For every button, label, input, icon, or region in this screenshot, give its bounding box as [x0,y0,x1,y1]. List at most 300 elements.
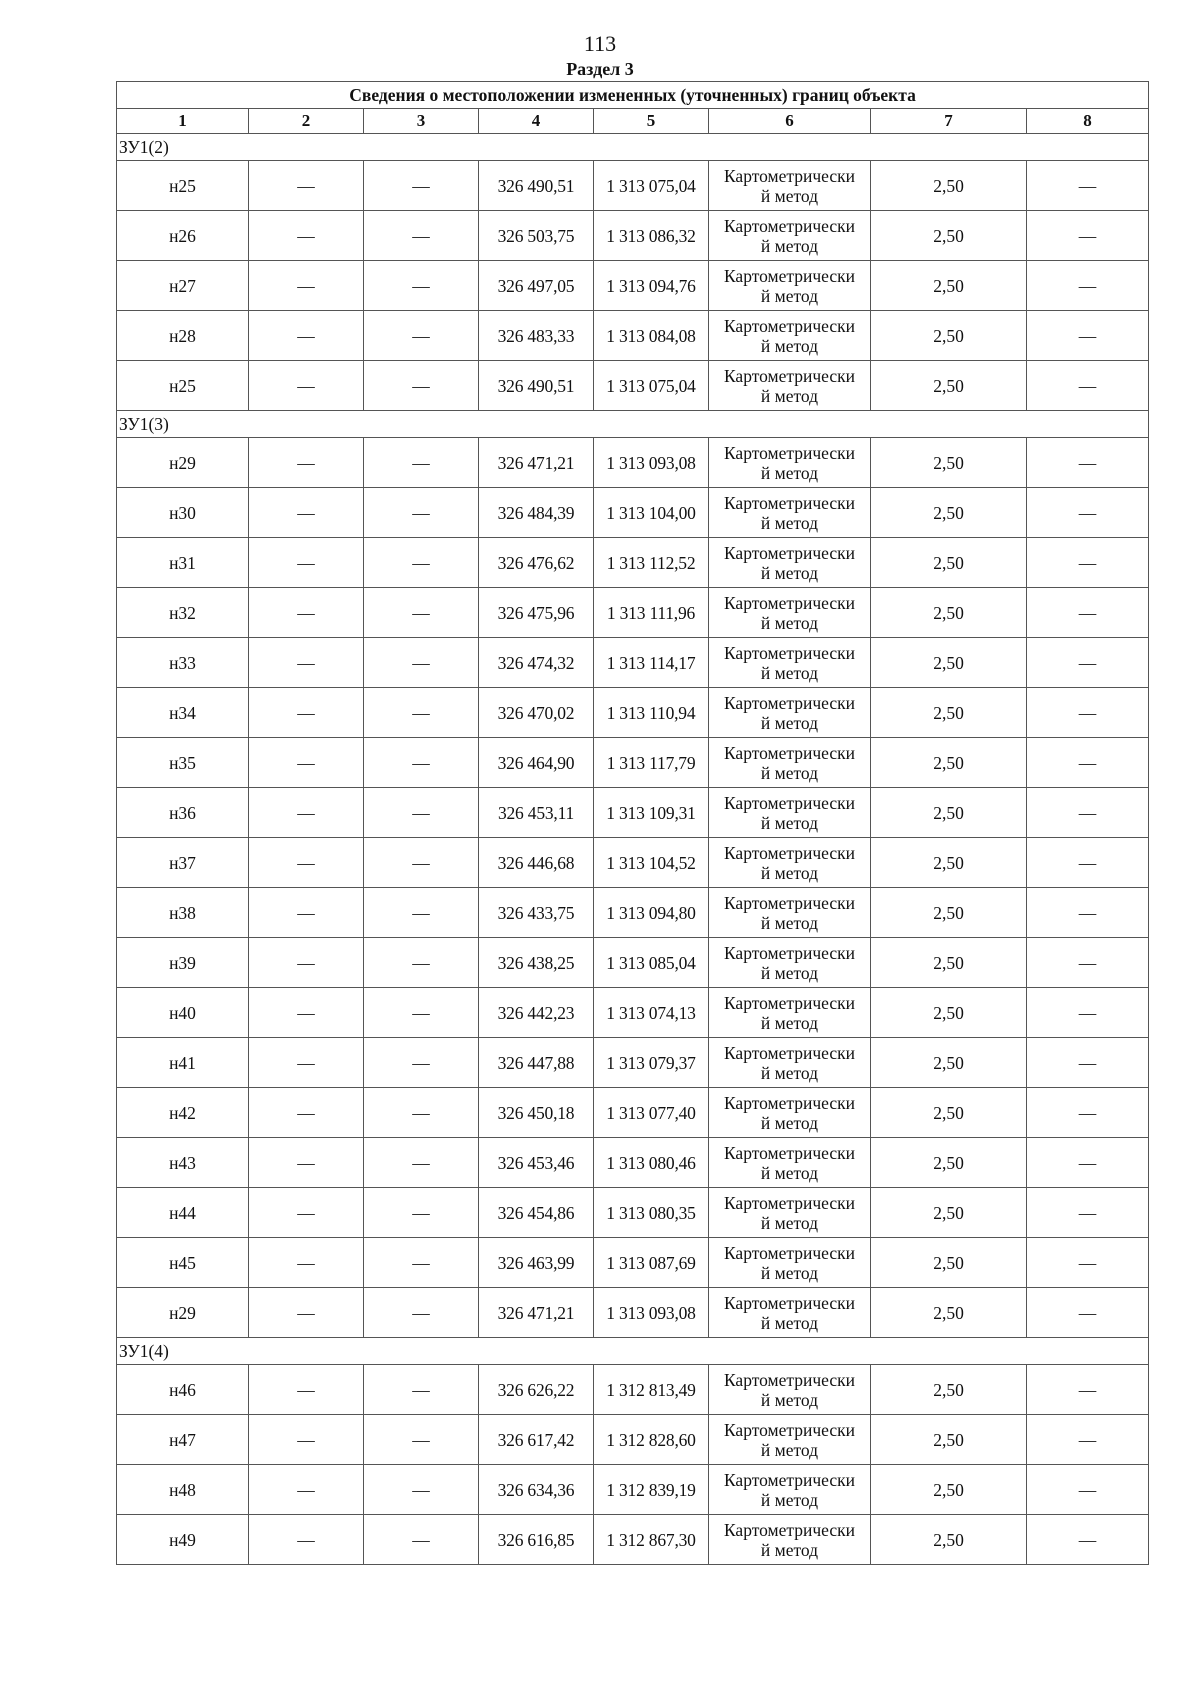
method-text-line1: Картометрически [723,1092,856,1113]
x-coordinate: 326 433,75 [479,888,594,938]
x-coordinate: 326 475,96 [479,588,594,638]
column-8-value: — [1027,988,1149,1038]
y-coordinate: 1 313 075,04 [594,361,709,411]
column-8-value: — [1027,1038,1149,1088]
accuracy-value: 2,50 [871,788,1027,838]
accuracy-value: 2,50 [871,1288,1027,1338]
x-coordinate: 326 470,02 [479,688,594,738]
column-2-value: — [249,1415,364,1465]
column-header-row [117,109,1149,134]
method-cell [709,161,871,211]
method-text-line1: Картометрически [723,942,856,963]
method-text-line2: й метод [760,762,819,783]
method-cell [709,1288,871,1338]
column-8-value: — [1027,1415,1149,1465]
point-name: н38 [117,888,249,938]
column-3-value: — [364,538,479,588]
accuracy-value: 2,50 [871,588,1027,638]
x-coordinate: 326 447,88 [479,1038,594,1088]
point-name: н39 [117,938,249,988]
y-coordinate: 1 313 093,08 [594,1288,709,1338]
column-header: 5 [594,109,709,134]
table-row [117,1515,1149,1565]
point-name: н40 [117,988,249,1038]
column-2-value: — [249,1465,364,1515]
accuracy-value: 2,50 [871,888,1027,938]
accuracy-value: 2,50 [871,311,1027,361]
method-text-line2: й метод [760,712,819,733]
method-text-line2: й метод [760,612,819,633]
x-coordinate: 326 474,32 [479,638,594,688]
point-name: н49 [117,1515,249,1565]
point-name: н41 [117,1038,249,1088]
column-8-value: — [1027,888,1149,938]
x-coordinate: 326 626,22 [479,1365,594,1415]
column-2-value: — [249,488,364,538]
y-coordinate: 1 313 080,35 [594,1188,709,1238]
method-text-line2: й метод [760,1162,819,1183]
column-2-value: — [249,938,364,988]
column-8-value: — [1027,1188,1149,1238]
group-label: ЗУ1(2) [117,134,1149,161]
method-text-line1: Картометрически [723,1292,856,1313]
table-row [117,738,1149,788]
group-label: ЗУ1(3) [117,411,1149,438]
column-3-value: — [364,1365,479,1415]
method-cell [709,1188,871,1238]
column-8-value: — [1027,261,1149,311]
column-2-value: — [249,1365,364,1415]
column-3-value: — [364,211,479,261]
method-text-line1: Картометрически [723,1042,856,1063]
column-3-value: — [364,738,479,788]
table-row [117,1415,1149,1465]
accuracy-value: 2,50 [871,361,1027,411]
table-row [117,1188,1149,1238]
column-8-value: — [1027,1238,1149,1288]
method-cell [709,211,871,261]
point-name: н26 [117,211,249,261]
method-text-line1: Картометрически [723,1192,856,1213]
method-text-line1: Картометрически [723,1469,856,1490]
method-cell [709,1515,871,1565]
y-coordinate: 1 312 813,49 [594,1365,709,1415]
x-coordinate: 326 476,62 [479,538,594,588]
y-coordinate: 1 313 087,69 [594,1238,709,1288]
section-title: Раздел 3 [566,59,634,79]
column-header: 3 [364,109,479,134]
method-text-line2: й метод [760,562,819,583]
method-text-line1: Картометрически [723,1369,856,1390]
point-name: н32 [117,588,249,638]
method-text-line2: й метод [760,1389,819,1410]
column-3-value: — [364,1415,479,1465]
column-8-value: — [1027,211,1149,261]
point-name: н30 [117,488,249,538]
table-row [117,838,1149,888]
table-row [117,1365,1149,1415]
column-8-value: — [1027,588,1149,638]
accuracy-value: 2,50 [871,638,1027,688]
method-text-line1: Картометрически [723,642,856,663]
y-coordinate: 1 312 839,19 [594,1465,709,1515]
column-2-value: — [249,738,364,788]
column-2-value: — [249,261,364,311]
column-8-value: — [1027,788,1149,838]
method-text-line2: й метод [760,662,819,683]
x-coordinate: 326 490,51 [479,161,594,211]
table-title-row [117,82,1149,109]
column-2-value: — [249,1138,364,1188]
method-text-line1: Картометрически [723,592,856,613]
boundary-coordinates-table [116,81,1149,1565]
table-row [117,638,1149,688]
y-coordinate: 1 313 094,76 [594,261,709,311]
x-coordinate: 326 634,36 [479,1465,594,1515]
y-coordinate: 1 313 093,08 [594,438,709,488]
x-coordinate: 326 616,85 [479,1515,594,1565]
method-text-line1: Картометрически [723,892,856,913]
accuracy-value: 2,50 [871,738,1027,788]
page-number: 113 [583,31,617,56]
method-cell [709,1088,871,1138]
x-coordinate: 326 503,75 [479,211,594,261]
accuracy-value: 2,50 [871,488,1027,538]
column-2-value: — [249,588,364,638]
point-name: н31 [117,538,249,588]
method-cell [709,788,871,838]
column-3-value: — [364,688,479,738]
method-text-line2: й метод [760,862,819,883]
method-cell [709,1238,871,1288]
table-title: Сведения о местоположении измененных (уточненных) границ объекта [117,82,1149,109]
method-cell [709,488,871,538]
method-cell [709,688,871,738]
column-8-value: — [1027,638,1149,688]
method-text-line2: й метод [760,1262,819,1283]
method-text-line1: Картометрически [723,1142,856,1163]
column-3-value: — [364,361,479,411]
column-2-value: — [249,1188,364,1238]
column-2-value: — [249,1088,364,1138]
y-coordinate: 1 313 104,52 [594,838,709,888]
point-name: н25 [117,361,249,411]
table-row [117,1088,1149,1138]
table-row [117,1288,1149,1338]
column-2-value: — [249,688,364,738]
column-3-value: — [364,261,479,311]
column-2-value: — [249,1238,364,1288]
y-coordinate: 1 313 085,04 [594,938,709,988]
method-text-line1: Картометрически [723,315,856,336]
method-text-line1: Картометрически [723,842,856,863]
column-header: 2 [249,109,364,134]
column-8-value: — [1027,1088,1149,1138]
column-2-value: — [249,538,364,588]
y-coordinate: 1 313 109,31 [594,788,709,838]
method-cell [709,1415,871,1465]
x-coordinate: 326 490,51 [479,361,594,411]
y-coordinate: 1 313 111,96 [594,588,709,638]
y-coordinate: 1 313 110,94 [594,688,709,738]
x-coordinate: 326 497,05 [479,261,594,311]
y-coordinate: 1 313 094,80 [594,888,709,938]
x-coordinate: 326 442,23 [479,988,594,1038]
column-2-value: — [249,888,364,938]
column-3-value: — [364,161,479,211]
method-cell [709,1465,871,1515]
column-header: 1 [117,109,249,134]
table-row [117,1038,1149,1088]
accuracy-value: 2,50 [871,1038,1027,1088]
accuracy-value: 2,50 [871,688,1027,738]
method-cell [709,1038,871,1088]
x-coordinate: 326 453,46 [479,1138,594,1188]
method-text-line2: й метод [760,512,819,533]
column-2-value: — [249,161,364,211]
y-coordinate: 1 313 112,52 [594,538,709,588]
column-8-value: — [1027,1515,1149,1565]
table-row [117,1138,1149,1188]
method-text-line1: Картометрически [723,1519,856,1540]
group-label: ЗУ1(4) [117,1338,1149,1365]
x-coordinate: 326 463,99 [479,1238,594,1288]
method-text-line1: Картометрически [723,692,856,713]
method-cell [709,588,871,638]
column-2-value: — [249,438,364,488]
table-row [117,361,1149,411]
x-coordinate: 326 471,21 [479,1288,594,1338]
y-coordinate: 1 312 867,30 [594,1515,709,1565]
accuracy-value: 2,50 [871,1515,1027,1565]
column-2-value: — [249,1515,364,1565]
method-text-line1: Картометрически [723,265,856,286]
y-coordinate: 1 313 079,37 [594,1038,709,1088]
y-coordinate: 1 313 104,00 [594,488,709,538]
method-text-line2: й метод [760,912,819,933]
x-coordinate: 326 483,33 [479,311,594,361]
point-name: н37 [117,838,249,888]
method-cell [709,638,871,688]
point-name: н29 [117,438,249,488]
column-8-value: — [1027,161,1149,211]
method-cell [709,938,871,988]
table-row [117,688,1149,738]
y-coordinate: 1 312 828,60 [594,1415,709,1465]
point-name: н46 [117,1365,249,1415]
point-name: н42 [117,1088,249,1138]
x-coordinate: 326 464,90 [479,738,594,788]
point-name: н36 [117,788,249,838]
column-8-value: — [1027,1365,1149,1415]
point-name: н48 [117,1465,249,1515]
method-text-line1: Картометрически [723,1419,856,1440]
column-2-value: — [249,638,364,688]
y-coordinate: 1 313 077,40 [594,1088,709,1138]
y-coordinate: 1 313 080,46 [594,1138,709,1188]
column-3-value: — [364,488,479,538]
column-2-value: — [249,311,364,361]
column-8-value: — [1027,738,1149,788]
column-header: 8 [1027,109,1149,134]
accuracy-value: 2,50 [871,1365,1027,1415]
method-cell [709,261,871,311]
method-text-line1: Картометрически [723,215,856,236]
column-3-value: — [364,311,479,361]
point-name: н47 [117,1415,249,1465]
column-2-value: — [249,1288,364,1338]
table-row [117,211,1149,261]
table-row [117,1238,1149,1288]
accuracy-value: 2,50 [871,1188,1027,1238]
column-8-value: — [1027,1138,1149,1188]
accuracy-value: 2,50 [871,211,1027,261]
y-coordinate: 1 313 084,08 [594,311,709,361]
group-row [117,1338,1149,1365]
column-8-value: — [1027,838,1149,888]
column-3-value: — [364,1088,479,1138]
column-3-value: — [364,1515,479,1565]
point-name: н43 [117,1138,249,1188]
method-cell [709,838,871,888]
method-text-line1: Картометрически [723,442,856,463]
method-cell [709,311,871,361]
method-cell [709,538,871,588]
table-row [117,588,1149,638]
y-coordinate: 1 313 117,79 [594,738,709,788]
column-8-value: — [1027,438,1149,488]
accuracy-value: 2,50 [871,438,1027,488]
point-name: н33 [117,638,249,688]
y-coordinate: 1 313 086,32 [594,211,709,261]
column-2-value: — [249,988,364,1038]
column-8-value: — [1027,938,1149,988]
table-row [117,438,1149,488]
column-3-value: — [364,1465,479,1515]
method-text-line1: Картометрически [723,992,856,1013]
column-3-value: — [364,938,479,988]
x-coordinate: 326 450,18 [479,1088,594,1138]
method-cell [709,1138,871,1188]
point-name: н29 [117,1288,249,1338]
x-coordinate: 326 446,68 [479,838,594,888]
point-name: н27 [117,261,249,311]
method-text-line1: Картометрически [723,792,856,813]
method-text-line2: й метод [760,1539,819,1560]
column-2-value: — [249,1038,364,1088]
method-text-line2: й метод [760,335,819,356]
column-8-value: — [1027,488,1149,538]
x-coordinate: 326 617,42 [479,1415,594,1465]
accuracy-value: 2,50 [871,838,1027,888]
group-row [117,134,1149,161]
accuracy-value: 2,50 [871,1465,1027,1515]
column-3-value: — [364,838,479,888]
point-name: н28 [117,311,249,361]
column-3-value: — [364,1288,479,1338]
accuracy-value: 2,50 [871,1238,1027,1288]
column-2-value: — [249,788,364,838]
column-3-value: — [364,788,479,838]
column-8-value: — [1027,1465,1149,1515]
table-row [117,1465,1149,1515]
table-row [117,488,1149,538]
point-name: н34 [117,688,249,738]
method-text-line1: Картометрически [723,1242,856,1263]
x-coordinate: 326 454,86 [479,1188,594,1238]
method-cell [709,1365,871,1415]
accuracy-value: 2,50 [871,261,1027,311]
column-2-value: — [249,838,364,888]
method-text-line2: й метод [760,235,819,256]
table-row [117,788,1149,838]
point-name: н44 [117,1188,249,1238]
method-text-line2: й метод [760,1312,819,1333]
method-text-line2: й метод [760,185,819,206]
column-8-value: — [1027,361,1149,411]
table-row [117,888,1149,938]
column-8-value: — [1027,688,1149,738]
method-cell [709,438,871,488]
x-coordinate: 326 471,21 [479,438,594,488]
method-cell [709,888,871,938]
method-text-line2: й метод [760,385,819,406]
column-8-value: — [1027,311,1149,361]
method-text-line1: Картометрически [723,492,856,513]
method-text-line2: й метод [760,1489,819,1510]
y-coordinate: 1 313 074,13 [594,988,709,1038]
accuracy-value: 2,50 [871,988,1027,1038]
column-3-value: — [364,638,479,688]
method-text-line2: й метод [760,962,819,983]
accuracy-value: 2,50 [871,1088,1027,1138]
column-3-value: — [364,1238,479,1288]
method-text-line2: й метод [760,462,819,483]
table-row [117,988,1149,1038]
column-8-value: — [1027,1288,1149,1338]
method-text-line2: й метод [760,1112,819,1133]
column-2-value: — [249,361,364,411]
column-header: 4 [479,109,594,134]
column-2-value: — [249,211,364,261]
point-name: н25 [117,161,249,211]
column-3-value: — [364,1188,479,1238]
table-row [117,261,1149,311]
method-cell [709,988,871,1038]
accuracy-value: 2,50 [871,538,1027,588]
column-3-value: — [364,888,479,938]
column-3-value: — [364,1038,479,1088]
table-row [117,161,1149,211]
table-row [117,311,1149,361]
table-row [117,938,1149,988]
column-3-value: — [364,1138,479,1188]
accuracy-value: 2,50 [871,161,1027,211]
point-name: н35 [117,738,249,788]
y-coordinate: 1 313 114,17 [594,638,709,688]
method-text-line2: й метод [760,1062,819,1083]
x-coordinate: 326 453,11 [479,788,594,838]
column-3-value: — [364,438,479,488]
column-3-value: — [364,588,479,638]
y-coordinate: 1 313 075,04 [594,161,709,211]
method-text-line2: й метод [760,285,819,306]
point-name: н45 [117,1238,249,1288]
method-text-line1: Картометрически [723,542,856,563]
method-text-line2: й метод [760,1012,819,1033]
method-cell [709,361,871,411]
method-text-line2: й метод [760,812,819,833]
